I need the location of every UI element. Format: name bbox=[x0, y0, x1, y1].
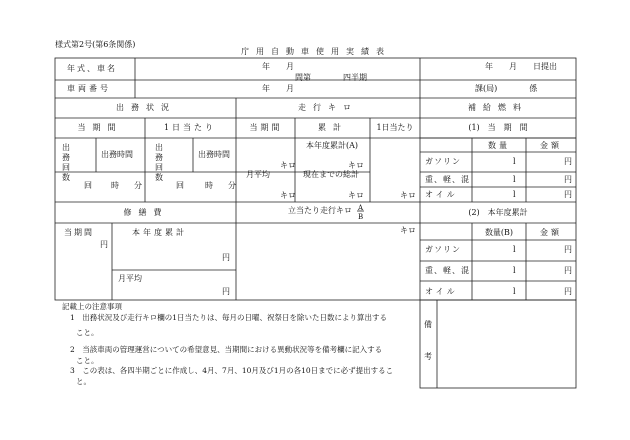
perday-count-label: 出務回数 bbox=[155, 143, 167, 182]
remarks-label-2: 考 bbox=[424, 352, 432, 361]
perday-time-label: 出務時間 bbox=[198, 150, 230, 159]
note-item-2-cont: こと。 bbox=[76, 356, 99, 365]
mileage-heading: 走行キロ bbox=[298, 103, 358, 112]
km-unit-1: キロ bbox=[280, 161, 296, 170]
work-time-label: 出務時間 bbox=[101, 150, 133, 159]
fuel-current-qty-unit: l bbox=[513, 190, 516, 199]
note-item-1: 1 出務状況及び走行キロ欄の1日当たりは、毎月の日曜、祝祭日を除いた日数により算出する bbox=[70, 313, 388, 322]
fuel-ytd-amt-unit: 円 bbox=[564, 266, 572, 275]
fuel-ytd-item-name: ガソリン bbox=[425, 245, 461, 254]
repair-monthly-avg: 月平均 bbox=[118, 274, 142, 283]
fuel-current-item-name: ガソリン bbox=[425, 157, 461, 166]
repair-avg-yen: 円 bbox=[222, 287, 230, 296]
fuel-ytd-qty-unit: l bbox=[513, 266, 516, 275]
fraction-numerator: A bbox=[358, 204, 364, 212]
fuel-ytd-amount-header: 金額 bbox=[540, 228, 562, 237]
km-unit-6: キロ bbox=[400, 226, 416, 235]
fuel-current-item-name: 重、軽、混 bbox=[425, 175, 470, 184]
times-unit-1: 回 bbox=[84, 181, 92, 190]
fuel-current-item-name: オイル bbox=[425, 190, 458, 199]
fuel-current-amount-header: 金額 bbox=[540, 141, 562, 150]
note-item-3-cont: と。 bbox=[76, 377, 91, 386]
remarks-label-1: 備 bbox=[424, 320, 432, 329]
note-item-1-cont: こと。 bbox=[76, 328, 99, 337]
period-quarter: 間第 四半期 bbox=[295, 73, 367, 82]
km-unit-5: キロ bbox=[400, 191, 416, 200]
hours-unit-1: 時 bbox=[111, 181, 119, 190]
fuel-ytd-item-name: 重、軽、混 bbox=[425, 266, 470, 275]
fuel-heading: 補給燃料 bbox=[468, 103, 528, 112]
plate-label: 車両番号 bbox=[67, 84, 111, 93]
submit-date: 年 月 日提出 bbox=[485, 62, 557, 71]
total-to-date-label: 現在までの総計 bbox=[303, 170, 359, 179]
per-km-label: 立当たり走行キロ bbox=[288, 206, 352, 215]
note-item-3: 3 この表は、各四半期ごとに作成し、4月、7月、10月及び1月の各10日までに必ず提出するこ bbox=[70, 366, 394, 375]
mileage-period: 当期間 bbox=[249, 123, 283, 132]
fuel-ytd-qty-unit: l bbox=[513, 245, 516, 254]
year-name-label: 年式、車名 bbox=[67, 64, 117, 73]
km-unit-2: キロ bbox=[348, 161, 364, 170]
work-period: 当期間 bbox=[77, 123, 123, 132]
repair-ytd-yen: 円 bbox=[222, 253, 230, 262]
times-unit-2: 回 bbox=[176, 181, 184, 190]
fuel-current-qty-unit: l bbox=[513, 175, 516, 184]
fuel-ytd-qty-unit: l bbox=[513, 287, 516, 296]
hours-unit-2: 時 bbox=[205, 181, 213, 190]
repair-ytd: 本年度累計 bbox=[132, 228, 187, 237]
repair-heading: 修繕費 bbox=[123, 208, 169, 217]
fuel-current-qty-unit: l bbox=[513, 157, 516, 166]
fuel-current-amt-unit: 円 bbox=[564, 175, 572, 184]
work-count-label: 出務回数 bbox=[62, 143, 74, 182]
repair-period: 当期間 bbox=[64, 228, 94, 237]
minutes-unit-2: 分 bbox=[228, 181, 236, 190]
fuel-ytd-item-name: オイル bbox=[425, 287, 458, 296]
minutes-unit-1: 分 bbox=[134, 181, 142, 190]
fuel-ytd-heading: (2) 本年度累計 bbox=[468, 208, 528, 217]
mileage-per-day: 1日当たり bbox=[376, 123, 414, 132]
form-number: 様式第2号(第6条関係) bbox=[55, 40, 136, 49]
fuel-current-amt-unit: 円 bbox=[564, 157, 572, 166]
department: 課(局) 係 bbox=[475, 84, 538, 93]
notes-heading: 記載上の注意事項 bbox=[62, 302, 122, 311]
km-unit-3: キロ bbox=[280, 191, 296, 200]
fuel-ytd-amt-unit: 円 bbox=[564, 287, 572, 296]
work-status-heading: 出務状況 bbox=[116, 103, 176, 112]
period-start: 年 月 bbox=[262, 62, 294, 71]
fuel-current-qty-header: 数量 bbox=[488, 141, 510, 150]
fraction-denominator: B bbox=[358, 213, 364, 221]
period-end: 年 月 bbox=[262, 84, 294, 93]
monthly-avg-label: 月平均 bbox=[246, 170, 270, 179]
repair-period-yen: 円 bbox=[100, 240, 108, 249]
fuel-ytd-qty-header: 数量(B) bbox=[484, 228, 514, 237]
note-item-2: 2 当該車両の管理運営についての希望意見、当期間における異動状況等を備考欄に記入する bbox=[70, 345, 383, 354]
ytd-a-label: 本年度累計(A) bbox=[306, 141, 359, 150]
fuel-current-heading: (1) 当 期 間 bbox=[468, 123, 528, 132]
fuel-ytd-amt-unit: 円 bbox=[564, 245, 572, 254]
fuel-current-amt-unit: 円 bbox=[564, 190, 572, 199]
mileage-cumulative: 累計 bbox=[318, 123, 348, 132]
km-unit-4: キロ bbox=[348, 191, 364, 200]
page-title: 庁用自動車使用実績表 bbox=[241, 47, 391, 56]
work-per-day: 1日当たり bbox=[163, 123, 217, 132]
